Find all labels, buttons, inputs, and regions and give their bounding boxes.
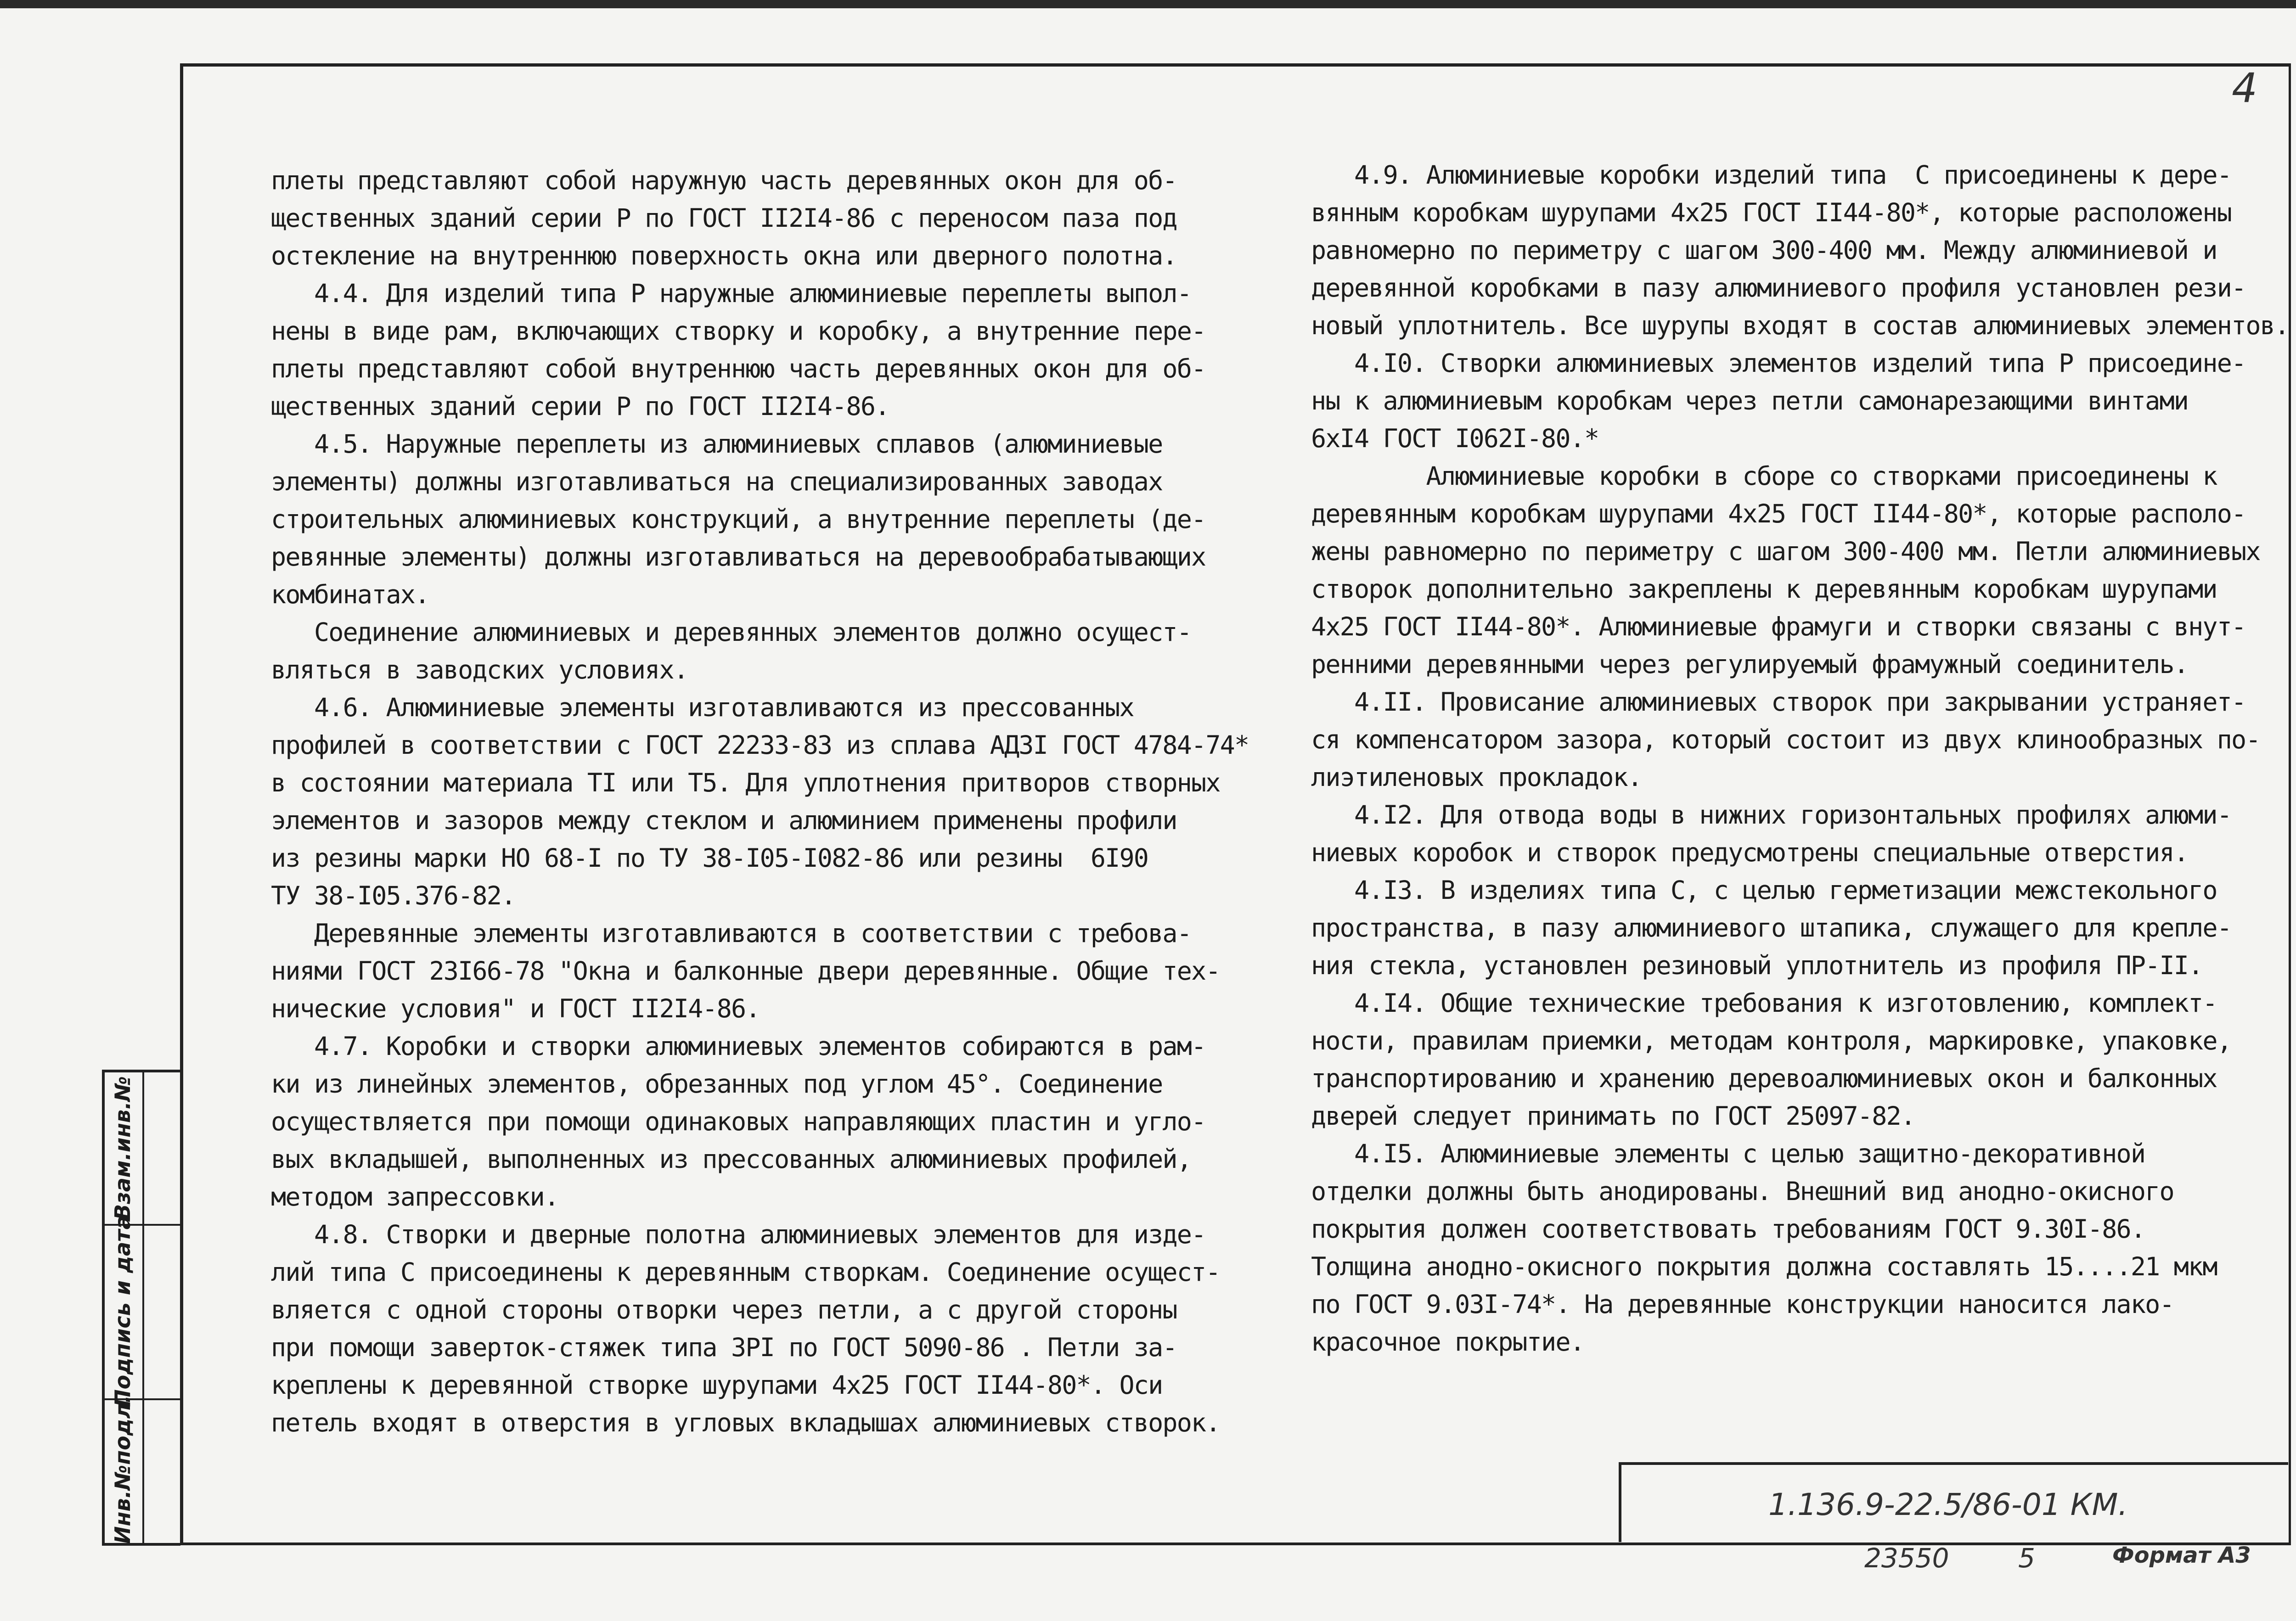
right-column-line: отделки должны быть анодированы. Внешний вид анодно-окисного (1311, 1177, 2174, 1206)
left-column-line: профилей в соответствии с ГОСТ 22233-83 из сплава АДЗI ГОСТ 4784-74* (271, 730, 1249, 760)
right-column-line: ся компенсатором зазора, который состоит из двух клинообразных по- (1311, 725, 2260, 754)
left-column-line: ТУ 38-I05.376-82. (271, 881, 516, 910)
page-number: 4 (2232, 64, 2257, 112)
right-column-line: 4x25 ГОСТ II44-80*. Алюминиевые фрамуги и створки связаны с внут- (1311, 612, 2246, 641)
left-column-line: остекление на внутреннюю поверхность окна или дверного полотна. (271, 241, 1177, 270)
left-column-line: лий типа С присоединены к деревянным створкам. Соединение осущест- (271, 1257, 1220, 1287)
right-column-line: лиэтиленовых прокладок. (1311, 763, 1642, 792)
right-column-line: ны к алюминиевым коробкам через петли самонарезающими винтами (1311, 386, 2189, 415)
left-column-line: вляется с одной стороны отворки через петли, а с другой стороны (271, 1295, 1177, 1324)
title-stamp (1619, 1462, 2288, 1542)
left-column-line: щественных зданий серии Р по ГОСТ II2I4-86. (271, 392, 889, 421)
right-column-line: 4.II. Провисание алюминиевых створок при закрывании устраняет- (1311, 687, 2246, 717)
right-column-line: жены равномерно по периметру с шагом 300-400 мм. Петли алюминиевых (1311, 537, 2260, 566)
sidebar-label-vzam-inv: Взам.инв.№ (110, 1076, 135, 1220)
left-column-line: комбинатах. (271, 580, 429, 609)
left-column-line: 4.8. Створки и дверные полотна алюминиевых элементов для изде- (271, 1220, 1206, 1249)
left-column-line: 4.7. Коробки и створки алюминиевых элементов собираются в рам- (271, 1032, 1206, 1061)
left-column-line: 4.4. Для изделий типа Р наружные алюминиевые переплеты выпол- (271, 279, 1192, 308)
left-column-line: 4.6. Алюминиевые элементы изготавливаются из прессованных (271, 693, 1134, 722)
right-column-line: транспортированию и хранению деревоалюминиевых окон и балконных (1311, 1064, 2217, 1093)
left-column-line: нены в виде рам, включающих створку и коробку, а внутренние пере- (271, 316, 1206, 346)
right-column-line: новый уплотнитель. Все шурупы входят в состав алюминиевых элементов. (1311, 311, 2289, 340)
right-column-line: по ГОСТ 9.03I-74*. На деревянные конструкции наносится лако- (1311, 1290, 2174, 1319)
left-column-line: креплены к деревянной створке шурупами 4x25 ГОСТ II44-80*. Оси (271, 1370, 1163, 1400)
document-code: 1.136.9-22.5/86-01 КМ. (1768, 1487, 2128, 1522)
left-column-line: плеты представляют собой внутреннюю часть деревянных окон для об- (271, 354, 1206, 383)
left-column-line: из резины марки НО 68-I по ТУ 38-I05-I082-86 или резины 6I90 (271, 843, 1148, 873)
right-column-line: равномерно по периметру с шагом 300-400 мм. Между алюминиевой и (1311, 236, 2217, 265)
right-column-line: 4.I4. Общие технические требования к изготовлению, комплект- (1311, 988, 2217, 1018)
left-column-line: 4.5. Наружные переплеты из алюминиевых сплавов (алюминиевые (271, 429, 1163, 459)
right-column-line: Толщина анодно-окисного покрытия должна составлять 15....21 мкм (1311, 1252, 2217, 1281)
right-column-line: вянным коробкам шурупами 4x25 ГОСТ II44-80*, которые расположены (1311, 198, 2232, 227)
sidebar-divider (142, 1072, 144, 1543)
right-column-line: красочное покрытие. (1311, 1327, 1584, 1357)
left-column-line: строительных алюминиевых конструкций, а внутренние переплеты (де- (271, 505, 1206, 534)
left-column-line: петель входят в отверстия в угловых вкладышах алюминиевых створок. (271, 1408, 1220, 1437)
right-column-line: ренними деревянными через регулируемый фрамужный соединитель. (1311, 650, 2189, 679)
left-column-line: ки из линейных элементов, обрезанных под углом 45°. Соединение (271, 1069, 1163, 1099)
right-column-line: 4.I2. Для отвода воды в нижних горизонтальных профилях алюми- (1311, 800, 2232, 830)
right-text-column (1311, 156, 2289, 1361)
left-column-line: при помощи заверток-стяжек типа ЗРI по ГОСТ 5090-86 . Петли за- (271, 1333, 1177, 1362)
left-column-line: нические условия" и ГОСТ II2I4-86. (271, 994, 760, 1023)
right-column-line: деревянным коробкам шурупами 4x25 ГОСТ II44-80*, которые располо- (1311, 499, 2246, 528)
left-column-line: элементов и зазоров между стеклом и алюминием применены профили (271, 806, 1177, 835)
sidebar-label-signature-date: Подпись и дата (110, 1215, 135, 1407)
left-column-line: Деревянные элементы изготавливаются в соответствии с требова- (271, 919, 1192, 948)
left-column-line: элементы) должны изготавливаться на специализированных заводах (271, 467, 1163, 496)
right-column-line: ности, правилам приемки, методам контроля, маркировке, упаковке, (1311, 1026, 2232, 1055)
right-column-line: 4.I0. Створки алюминиевых элементов изделий типа Р присоедине- (1311, 348, 2246, 378)
left-column-line: ревянные элементы) должны изготавливаться на деревообрабатывающих (271, 542, 1206, 572)
right-column-line: створок дополнительно закреплены к деревянным коробкам шурупами (1311, 574, 2217, 604)
right-column-line: 6xI4 ГОСТ I062I-80.* (1311, 424, 1599, 453)
left-column-line: Соединение алюминиевых и деревянных элементов должно осущест- (271, 617, 1192, 647)
archive-number: 23550 (1864, 1542, 1949, 1574)
left-column-line: в состоянии материала TI или T5. Для уплотнения притворов створных (271, 768, 1220, 797)
right-column-line: пространства, в пазу алюминиевого штапика, служащего для крепле- (1311, 913, 2232, 942)
sheet-number: 5 (2018, 1542, 2035, 1574)
right-column-line: покрытия должен соответствовать требованиям ГОСТ 9.30I-86. (1311, 1214, 2145, 1244)
paper-format: Формат А3 (2112, 1542, 2251, 1568)
right-column-line: 4.9. Алюминиевые коробки изделий типа С присоединены к дере- (1311, 160, 2232, 190)
left-column-line: осуществляется при помощи одинаковых направляющих пластин и угло- (271, 1107, 1206, 1136)
left-column-line: методом запрессовки. (271, 1182, 559, 1212)
right-column-line: деревянной коробками в пазу алюминиевого профиля установлен рези- (1311, 273, 2246, 303)
right-column-line: 4.I5. Алюминиевые элементы с целью защитно-декоративной (1311, 1139, 2145, 1168)
left-column-line: вляться в заводских условиях. (271, 655, 688, 684)
right-column-line: Алюминиевые коробки в сборе со створками присоединены к (1311, 461, 2217, 491)
title-block-sidebar (102, 1070, 180, 1546)
left-column-line: плеты представляют собой наружную часть деревянных окон для об- (271, 166, 1177, 195)
right-column-line: ния стекла, установлен резиновый уплотнитель из профиля ПР-II. (1311, 951, 2203, 980)
right-column-line: дверей следует принимать по ГОСТ 25097-82. (1311, 1101, 1915, 1131)
left-text-column (271, 162, 1249, 1442)
left-column-line: ниями ГОСТ 23I66-78 "Окна и балконные двери деревянные. Общие тех- (271, 956, 1220, 986)
top-edge-line (0, 0, 2296, 8)
left-column-line: щественных зданий серии Р по ГОСТ II2I4-86 с переносом паза под (271, 203, 1177, 233)
right-column-line: ниевых коробок и створок предусмотрены специальные отверстия. (1311, 838, 2189, 867)
sidebar-label-inv-podl: Инв.№подл. (110, 1395, 135, 1544)
right-column-line: 4.I3. В изделиях типа С, с целью герметизации межстекольного (1311, 875, 2217, 905)
left-column-line: вых вкладышей, выполненных из прессованных алюминиевых профилей, (271, 1144, 1192, 1174)
